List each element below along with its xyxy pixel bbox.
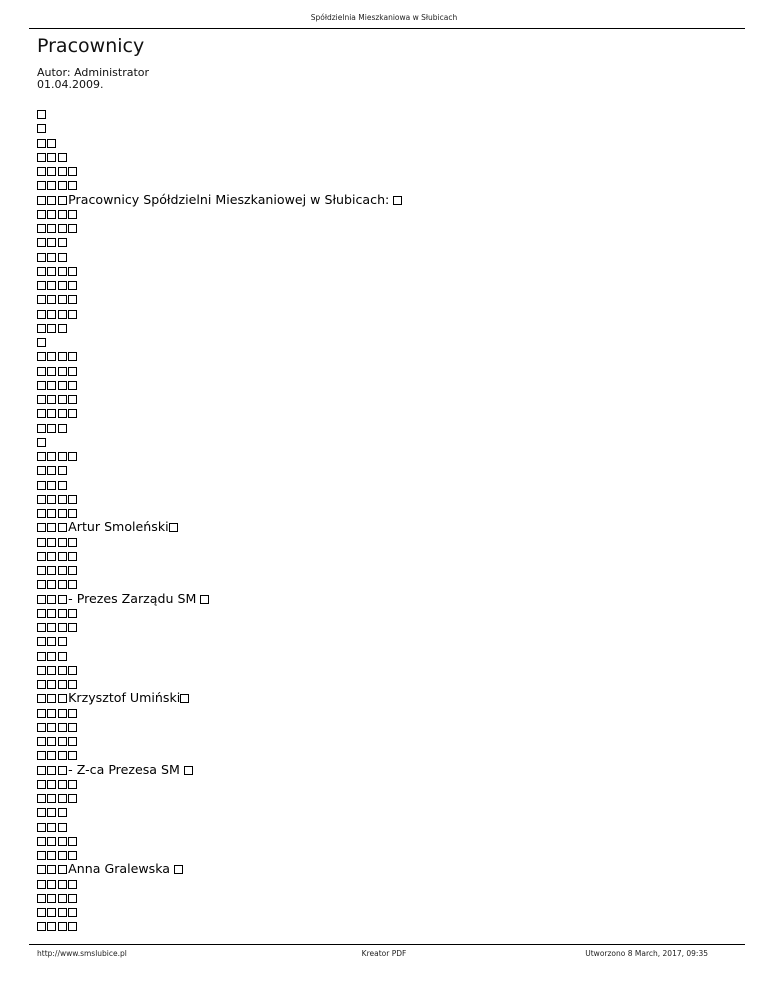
missing-glyph-box-icon — [37, 352, 46, 361]
body-line — [37, 919, 737, 933]
body-line — [37, 150, 737, 164]
missing-glyph-box-icon — [47, 139, 56, 148]
missing-glyph-box-icon — [47, 181, 56, 190]
missing-glyph-box-icon — [37, 780, 46, 789]
body-line — [37, 734, 737, 748]
missing-glyph-box-icon — [37, 523, 46, 532]
missing-glyph-box-icon — [47, 238, 56, 247]
missing-glyph-box-icon — [37, 894, 46, 903]
body-line — [37, 520, 737, 534]
missing-glyph-box-icon — [68, 737, 77, 746]
missing-glyph-box-icon — [68, 224, 77, 233]
article — [37, 34, 737, 934]
body-line — [37, 378, 737, 392]
missing-glyph-box-icon — [68, 666, 77, 675]
missing-glyph-box-icon — [58, 281, 67, 290]
missing-glyph-box-icon — [58, 694, 67, 703]
body-line — [37, 834, 737, 848]
missing-glyph-box-icon — [47, 880, 56, 889]
missing-glyph-box-icon — [37, 267, 46, 276]
missing-glyph-box-icon — [47, 167, 56, 176]
missing-glyph-box-icon — [47, 723, 56, 732]
missing-glyph-box-icon — [37, 580, 46, 589]
missing-glyph-box-icon — [47, 652, 56, 661]
missing-glyph-box-icon — [37, 552, 46, 561]
missing-glyph-box-icon — [47, 481, 56, 490]
missing-glyph-box-icon — [47, 210, 56, 219]
author-line: Autor: Administrator — [37, 66, 150, 79]
missing-glyph-box-icon — [37, 395, 46, 404]
body-line — [37, 421, 737, 435]
missing-glyph-box-icon — [37, 609, 46, 618]
missing-glyph-box-icon — [37, 452, 46, 461]
missing-glyph-box-icon — [47, 310, 56, 319]
body-line — [37, 349, 737, 363]
missing-glyph-box-icon — [68, 395, 77, 404]
body-line — [37, 121, 737, 135]
missing-glyph-box-icon — [58, 737, 67, 746]
missing-glyph-box-icon — [47, 780, 56, 789]
missing-glyph-box-icon — [68, 794, 77, 803]
missing-glyph-box-icon — [37, 766, 46, 775]
missing-glyph-box-icon — [47, 766, 56, 775]
body-line — [37, 763, 737, 777]
missing-glyph-box-icon — [58, 181, 67, 190]
missing-glyph-box-icon — [68, 751, 77, 760]
missing-glyph-box-icon — [47, 865, 56, 874]
missing-glyph-box-icon — [37, 381, 46, 390]
body-line — [37, 577, 737, 591]
footer-generator: Kreator PDF — [361, 949, 407, 958]
missing-glyph-box-icon — [58, 352, 67, 361]
missing-glyph-box-icon — [68, 167, 77, 176]
missing-glyph-box-icon — [37, 324, 46, 333]
missing-glyph-box-icon — [68, 267, 77, 276]
body-line — [37, 478, 737, 492]
body-line — [37, 492, 737, 506]
missing-glyph-box-icon — [58, 238, 67, 247]
missing-glyph-box-icon — [58, 452, 67, 461]
article-title: Pracownicy — [37, 35, 145, 57]
missing-glyph-box-icon — [47, 823, 56, 832]
body-line — [37, 463, 737, 477]
body-line-text: Krzysztof Umiński — [68, 690, 181, 706]
body-line — [37, 748, 737, 762]
body-line — [37, 406, 737, 420]
missing-glyph-box-icon — [37, 424, 46, 433]
missing-glyph-box-icon — [184, 766, 193, 775]
missing-glyph-box-icon — [47, 466, 56, 475]
body-line — [37, 264, 737, 278]
missing-glyph-box-icon — [47, 253, 56, 262]
body-line — [37, 193, 737, 207]
body-line-text: Artur Smoleński — [68, 519, 169, 535]
missing-glyph-box-icon — [47, 395, 56, 404]
missing-glyph-box-icon — [68, 609, 77, 618]
missing-glyph-box-icon — [37, 680, 46, 689]
article-meta — [37, 67, 737, 91]
missing-glyph-box-icon — [37, 210, 46, 219]
missing-glyph-box-icon — [58, 637, 67, 646]
missing-glyph-box-icon — [37, 224, 46, 233]
body-line — [37, 862, 737, 876]
missing-glyph-box-icon — [47, 851, 56, 860]
body-line — [37, 848, 737, 862]
missing-glyph-box-icon — [47, 751, 56, 760]
missing-glyph-box-icon — [37, 409, 46, 418]
missing-glyph-box-icon — [169, 523, 178, 532]
missing-glyph-box-icon — [37, 908, 46, 917]
missing-glyph-box-icon — [58, 566, 67, 575]
body-line — [37, 207, 737, 221]
missing-glyph-box-icon — [47, 609, 56, 618]
missing-glyph-box-icon — [47, 153, 56, 162]
body-line — [37, 691, 737, 705]
missing-glyph-box-icon — [47, 523, 56, 532]
body-line — [37, 820, 737, 834]
missing-glyph-box-icon — [58, 538, 67, 547]
missing-glyph-box-icon — [68, 709, 77, 718]
missing-glyph-box-icon — [37, 737, 46, 746]
missing-glyph-box-icon — [68, 210, 77, 219]
missing-glyph-box-icon — [58, 837, 67, 846]
body-line — [37, 905, 737, 919]
missing-glyph-box-icon — [37, 666, 46, 675]
body-line-text: - Z-ca Prezesa SM — [68, 761, 184, 777]
missing-glyph-box-icon — [47, 737, 56, 746]
missing-glyph-box-icon — [47, 680, 56, 689]
missing-glyph-box-icon — [68, 181, 77, 190]
missing-glyph-box-icon — [68, 352, 77, 361]
missing-glyph-box-icon — [68, 552, 77, 561]
missing-glyph-box-icon — [58, 808, 67, 817]
missing-glyph-box-icon — [58, 780, 67, 789]
header-divider — [29, 28, 745, 29]
missing-glyph-box-icon — [68, 837, 77, 846]
missing-glyph-box-icon — [47, 637, 56, 646]
body-line — [37, 606, 737, 620]
missing-glyph-box-icon — [68, 367, 77, 376]
missing-glyph-box-icon — [37, 723, 46, 732]
missing-glyph-box-icon — [47, 595, 56, 604]
missing-glyph-box-icon — [58, 253, 67, 262]
missing-glyph-box-icon — [47, 623, 56, 632]
missing-glyph-box-icon — [47, 566, 56, 575]
missing-glyph-box-icon — [58, 210, 67, 219]
missing-glyph-box-icon — [37, 495, 46, 504]
missing-glyph-box-icon — [47, 424, 56, 433]
missing-glyph-box-icon — [37, 181, 46, 190]
missing-glyph-box-icon — [68, 880, 77, 889]
body-line — [37, 435, 737, 449]
body-line — [37, 136, 737, 150]
missing-glyph-box-icon — [47, 709, 56, 718]
missing-glyph-box-icon — [68, 780, 77, 789]
missing-glyph-box-icon — [68, 495, 77, 504]
missing-glyph-box-icon — [58, 267, 67, 276]
missing-glyph-box-icon — [58, 623, 67, 632]
missing-glyph-box-icon — [47, 381, 56, 390]
missing-glyph-box-icon — [37, 253, 46, 262]
missing-glyph-box-icon — [58, 409, 67, 418]
missing-glyph-box-icon — [68, 723, 77, 732]
missing-glyph-box-icon — [58, 823, 67, 832]
missing-glyph-box-icon — [68, 452, 77, 461]
body-line — [37, 292, 737, 306]
missing-glyph-box-icon — [58, 794, 67, 803]
missing-glyph-box-icon — [47, 196, 56, 205]
missing-glyph-box-icon — [37, 808, 46, 817]
body-line — [37, 791, 737, 805]
missing-glyph-box-icon — [37, 509, 46, 518]
missing-glyph-box-icon — [37, 466, 46, 475]
missing-glyph-box-icon — [58, 167, 67, 176]
missing-glyph-box-icon — [68, 310, 77, 319]
body-line — [37, 649, 737, 663]
missing-glyph-box-icon — [68, 680, 77, 689]
missing-glyph-box-icon — [37, 880, 46, 889]
missing-glyph-box-icon — [68, 851, 77, 860]
body-line — [37, 535, 737, 549]
missing-glyph-box-icon — [37, 338, 46, 347]
body-line — [37, 278, 737, 292]
missing-glyph-box-icon — [58, 723, 67, 732]
missing-glyph-box-icon — [37, 438, 46, 447]
missing-glyph-box-icon — [68, 922, 77, 931]
body-line — [37, 164, 737, 178]
missing-glyph-box-icon — [393, 196, 402, 205]
missing-glyph-box-icon — [37, 794, 46, 803]
missing-glyph-box-icon — [37, 566, 46, 575]
body-line — [37, 335, 737, 349]
body-line — [37, 877, 737, 891]
missing-glyph-box-icon — [58, 666, 67, 675]
missing-glyph-box-icon — [68, 566, 77, 575]
missing-glyph-box-icon — [47, 666, 56, 675]
missing-glyph-box-icon — [58, 652, 67, 661]
missing-glyph-box-icon — [58, 381, 67, 390]
body-line — [37, 549, 737, 563]
missing-glyph-box-icon — [47, 808, 56, 817]
missing-glyph-box-icon — [58, 481, 67, 490]
missing-glyph-box-icon — [47, 367, 56, 376]
missing-glyph-box-icon — [58, 367, 67, 376]
missing-glyph-box-icon — [47, 495, 56, 504]
missing-glyph-box-icon — [37, 538, 46, 547]
missing-glyph-box-icon — [37, 196, 46, 205]
missing-glyph-box-icon — [68, 623, 77, 632]
missing-glyph-box-icon — [58, 595, 67, 604]
missing-glyph-box-icon — [37, 865, 46, 874]
missing-glyph-box-icon — [47, 324, 56, 333]
footer-url-link[interactable]: http://www.smslubice.pl — [37, 949, 127, 958]
missing-glyph-box-icon — [47, 922, 56, 931]
missing-glyph-box-icon — [68, 381, 77, 390]
missing-glyph-box-icon — [47, 224, 56, 233]
missing-glyph-box-icon — [37, 823, 46, 832]
missing-glyph-box-icon — [68, 538, 77, 547]
body-line — [37, 178, 737, 192]
body-line — [37, 592, 737, 606]
missing-glyph-box-icon — [58, 851, 67, 860]
missing-glyph-box-icon — [37, 153, 46, 162]
missing-glyph-box-icon — [58, 495, 67, 504]
missing-glyph-box-icon — [68, 894, 77, 903]
missing-glyph-box-icon — [47, 509, 56, 518]
body-line-text: Anna Gralewska — [68, 861, 175, 877]
body-line — [37, 250, 737, 264]
missing-glyph-box-icon — [58, 751, 67, 760]
missing-glyph-box-icon — [47, 908, 56, 917]
missing-glyph-box-icon — [58, 224, 67, 233]
missing-glyph-box-icon — [58, 709, 67, 718]
missing-glyph-box-icon — [47, 409, 56, 418]
missing-glyph-box-icon — [47, 580, 56, 589]
missing-glyph-box-icon — [37, 139, 46, 148]
missing-glyph-box-icon — [37, 281, 46, 290]
missing-glyph-box-icon — [58, 310, 67, 319]
missing-glyph-box-icon — [58, 466, 67, 475]
missing-glyph-box-icon — [47, 552, 56, 561]
missing-glyph-box-icon — [58, 894, 67, 903]
missing-glyph-box-icon — [47, 452, 56, 461]
missing-glyph-box-icon — [47, 281, 56, 290]
body-line — [37, 221, 737, 235]
body-line — [37, 307, 737, 321]
body-line — [37, 777, 737, 791]
missing-glyph-box-icon — [37, 295, 46, 304]
missing-glyph-box-icon — [58, 865, 67, 874]
missing-glyph-box-icon — [37, 652, 46, 661]
missing-glyph-box-icon — [47, 295, 56, 304]
body-line — [37, 506, 737, 520]
body-line — [37, 392, 737, 406]
missing-glyph-box-icon — [37, 637, 46, 646]
missing-glyph-box-icon — [58, 153, 67, 162]
missing-glyph-box-icon — [37, 922, 46, 931]
body-line — [37, 235, 737, 249]
missing-glyph-box-icon — [68, 509, 77, 518]
publish-date: 01.04.2009. — [37, 78, 104, 91]
missing-glyph-box-icon — [58, 395, 67, 404]
missing-glyph-box-icon — [68, 295, 77, 304]
missing-glyph-box-icon — [37, 124, 46, 133]
missing-glyph-box-icon — [58, 509, 67, 518]
body-line-text: Pracownicy Spółdzielni Mieszkaniowej w Słubicach: — [68, 191, 394, 207]
body-line — [37, 805, 737, 819]
missing-glyph-box-icon — [58, 424, 67, 433]
missing-glyph-box-icon — [47, 794, 56, 803]
missing-glyph-box-icon — [58, 552, 67, 561]
body-line — [37, 321, 737, 335]
missing-glyph-box-icon — [37, 167, 46, 176]
missing-glyph-box-icon — [37, 110, 46, 119]
missing-glyph-box-icon — [68, 580, 77, 589]
missing-glyph-box-icon — [180, 694, 189, 703]
body-line — [37, 891, 737, 905]
missing-glyph-box-icon — [58, 196, 67, 205]
footer-divider — [29, 944, 745, 945]
site-header-title: Spółdzielnia Mieszkaniowa w Słubicach — [310, 13, 458, 22]
missing-glyph-box-icon — [58, 922, 67, 931]
missing-glyph-box-icon — [58, 766, 67, 775]
missing-glyph-box-icon — [37, 694, 46, 703]
body-line — [37, 620, 737, 634]
missing-glyph-box-icon — [47, 694, 56, 703]
body-line — [37, 677, 737, 691]
article-body — [37, 107, 737, 934]
missing-glyph-box-icon — [37, 623, 46, 632]
missing-glyph-box-icon — [47, 837, 56, 846]
missing-glyph-box-icon — [37, 709, 46, 718]
missing-glyph-box-icon — [58, 880, 67, 889]
body-line — [37, 364, 737, 378]
body-line — [37, 563, 737, 577]
missing-glyph-box-icon — [174, 865, 183, 874]
missing-glyph-box-icon — [47, 538, 56, 547]
body-line — [37, 449, 737, 463]
missing-glyph-box-icon — [37, 481, 46, 490]
missing-glyph-box-icon — [37, 238, 46, 247]
missing-glyph-box-icon — [58, 523, 67, 532]
missing-glyph-box-icon — [200, 595, 209, 604]
missing-glyph-box-icon — [37, 837, 46, 846]
body-line — [37, 634, 737, 648]
missing-glyph-box-icon — [37, 367, 46, 376]
missing-glyph-box-icon — [47, 267, 56, 276]
missing-glyph-box-icon — [68, 281, 77, 290]
missing-glyph-box-icon — [58, 580, 67, 589]
missing-glyph-box-icon — [47, 352, 56, 361]
missing-glyph-box-icon — [58, 324, 67, 333]
missing-glyph-box-icon — [58, 609, 67, 618]
missing-glyph-box-icon — [58, 908, 67, 917]
missing-glyph-box-icon — [58, 680, 67, 689]
body-line — [37, 706, 737, 720]
missing-glyph-box-icon — [58, 295, 67, 304]
body-line — [37, 720, 737, 734]
missing-glyph-box-icon — [37, 751, 46, 760]
missing-glyph-box-icon — [37, 595, 46, 604]
missing-glyph-box-icon — [37, 851, 46, 860]
body-line-text: - Prezes Zarządu SM — [68, 590, 201, 606]
footer-created-date: Utworzono 8 March, 2017, 09:35 — [585, 949, 708, 958]
missing-glyph-box-icon — [37, 310, 46, 319]
missing-glyph-box-icon — [68, 409, 77, 418]
body-line — [37, 107, 737, 121]
missing-glyph-box-icon — [68, 908, 77, 917]
body-line — [37, 663, 737, 677]
missing-glyph-box-icon — [47, 894, 56, 903]
